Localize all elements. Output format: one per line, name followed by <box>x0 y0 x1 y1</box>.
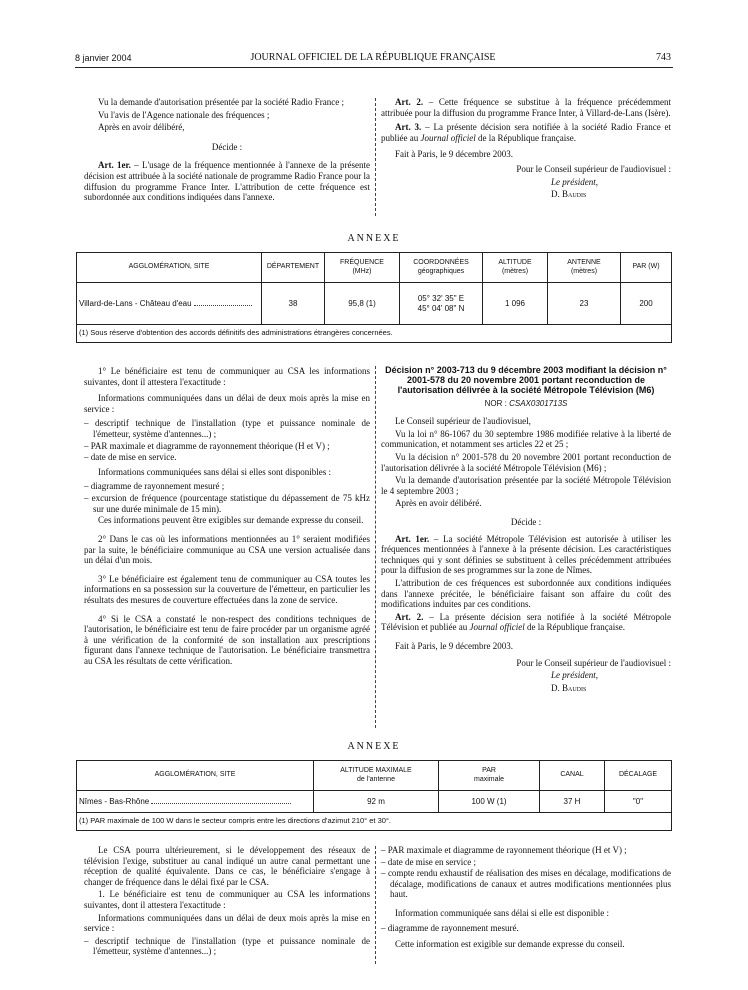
table-cell: 200 <box>621 283 672 325</box>
article-2 <box>381 612 671 633</box>
fait-line: Fait à Paris, le 9 décembre 2003. <box>395 641 513 652</box>
table-header: COORDONNÉES géographiques <box>400 253 483 283</box>
journal-ref: Journal officiel <box>420 132 476 143</box>
article-text: – La présente décision sera notifiée à la société Métropole Télévision et publiée au <box>381 611 671 633</box>
table-header: AGGLOMÉRATION, SITE <box>77 761 314 791</box>
article-label: Art. 2. <box>395 97 424 107</box>
paragraph: 3° Le bénéficiaire est également tenu de communiquer au CSA toutes les informations en sa possession sur la couverture de l'émetteur, en particulier les résultats des mesures de couverture effectuées dans la zone de service. <box>84 573 370 605</box>
table-header: DÉPARTEMENT <box>262 253 325 283</box>
page-header <box>75 52 671 64</box>
table-note: (1) PAR maximale de 100 W dans le secteur compris entre les directions d'azimut 210° et 30°. <box>77 813 672 831</box>
annexe-table-2 <box>76 760 672 831</box>
table-cell: 95,8 (1) <box>325 283 400 325</box>
signature: D. Baudis <box>551 682 587 693</box>
table-cell: 37 H <box>540 791 605 813</box>
header-rule <box>75 67 673 68</box>
article-label: Art. 1er. <box>98 160 131 171</box>
article-text: – L'usage de la fréquence mentionnée à l'annexe de la présente décision est attribuée à la société nationale de programme Radio France pour la diffusion du programme France Inter. L'attribution de cette fréquence est subordonnée aux conditions indiquées dans l'annexe. <box>84 160 370 203</box>
signatory-line: Pour le Conseil supérieur de l'audiovisuel : <box>516 657 671 668</box>
list-item: – descriptif technique de l'installation (type et puissance nominale de l'émetteur, système d'antennes...) ; <box>84 418 370 440</box>
article-text: de la République française. <box>475 132 576 143</box>
list-item: – PAR maximale et diagramme de rayonnement théorique (H et V) ; <box>84 440 330 451</box>
table-cell: 92 m <box>314 791 439 813</box>
table-header: DÉCALAGE <box>605 761 672 791</box>
decision-heading: Décision n° 2003-713 du 9 décembre 2003 modifiant la décision n° 2001-578 du 20 novembre 2001 portant reconduction de l'autorisation délivrée à la société Métropole Télévision (M6) <box>385 365 667 395</box>
journal-ref: Journal officiel <box>469 622 525 633</box>
signatory-line: Pour le Conseil supérieur de l'audiovisuel : <box>516 164 671 175</box>
paragraph: 4° Si le CSA a constaté le non-respect des conditions techniques de l'autorisation, le bénéficiaire est tenu de faire procéder par un organisme agréé à une vérification de la conformité de son installation aux prescriptions figurant dans l'annexe technique de l'autorisation. Le bénéficiaire transmettra au CSA les résultats de cette vérification. <box>84 613 370 667</box>
table-cell <box>77 791 314 813</box>
table-row <box>77 791 672 813</box>
table-header: PAR maximale <box>439 761 540 791</box>
column-divider <box>375 846 376 964</box>
list-item: – descriptif technique de l'installation (type et puissance nominale de l'émetteur, système d'antennes...) ; <box>84 935 370 957</box>
article-1 <box>84 160 370 202</box>
article-label: Art. 2. <box>395 611 424 622</box>
nor-reference <box>381 399 671 408</box>
paragraph: Information communiquée sans délai si elle est disponible : <box>395 908 609 919</box>
top-right-column <box>381 97 671 202</box>
table-note: (1) Sous réserve d'obtention des accords définitifs des administrations étrangères concernées. <box>77 325 672 343</box>
article-1 <box>381 534 671 576</box>
article-text: – La société Métropole Télévision est autorisée à utiliser les fréquences mentionnées à l'annexe à la présente décision. Les caractéristiques techniques qui y sont définies se substituent à celles précédemment attribuées pour la diffusion de ses programmes sur la zone de Nîmes. <box>381 533 671 576</box>
coordinate: 45° 04' 08" N <box>417 303 465 313</box>
table-header: ALTITUDE (mètres) <box>483 253 548 283</box>
info-list <box>84 481 370 514</box>
table-header: AGGLOMÉRATION, SITE <box>77 253 262 283</box>
info-list <box>381 923 671 934</box>
table-cell <box>77 283 262 325</box>
list-item: – compte rendu exhaustif de réalisation des mises en décalage, modifications de décalage, modifications de canaux et autres modifications mentionnées plus haut. <box>381 868 671 900</box>
list-item: – excursion de fréquence (pourcentage statistique du dépassement de 75 kHz sur une durée minimale de 15 min). <box>84 493 370 514</box>
signature: D. Baudis <box>551 189 587 200</box>
article-text: – Cette fréquence se substitue à la fréquence précédemment attribuée pour la diffusion du programme France Inter, à Villard-de-Lans (Isère). <box>381 97 671 118</box>
paragraph: Après en avoir délibéré, <box>98 122 185 133</box>
list-item: – date de mise en service ; <box>381 856 476 867</box>
table-cell: 1 096 <box>483 283 548 325</box>
fait-line: Fait à Paris, le 9 décembre 2003. <box>395 149 513 160</box>
paragraph: L'attribution de ces fréquences est subordonnée aux conditions indiquées dans l'annexe précitée, le bénéficiaire faisant son affaire du coût des modifications induites par ces conditions. <box>381 578 671 610</box>
list-item: – diagramme de rayonnement mesuré. <box>381 922 519 933</box>
mid-left-column <box>84 366 370 669</box>
table-header: PAR (W) <box>621 253 672 283</box>
table-cell <box>400 283 483 325</box>
paragraph: Ces informations peuvent être exigibles sur demande expresse du conseil. <box>98 515 364 526</box>
list-item: – diagramme de rayonnement mesuré ; <box>84 481 225 492</box>
site-name: Nîmes - Bas-Rhône <box>79 796 150 806</box>
annexe-title: ANNEXE <box>347 741 401 752</box>
bottom-right-column <box>381 845 671 952</box>
paragraph: Vu la demande d'autorisation présentée par la société Radio France ; <box>98 97 344 107</box>
list-item: – date de mise en service. <box>84 452 177 463</box>
header-date: 8 janvier 2004 <box>75 53 132 63</box>
table-cell: "0" <box>605 791 672 813</box>
coordinate: 05° 32' 35" E <box>417 294 465 304</box>
table-cell: 38 <box>262 283 325 325</box>
president-title: Le président, <box>551 670 598 681</box>
table-header: ALTITUDE MAXIMALE de l'antenne <box>314 761 439 791</box>
article-text: de la République française. <box>524 622 625 633</box>
paragraph: 1° Le bénéficiaire est tenu de communiquer au CSA les informations suivantes, dont il attestera l'exactitude : <box>84 366 370 387</box>
paragraph: 1. Le bénéficiaire est tenu de communiquer au CSA les informations suivantes, dont il attestera l'exactitude : <box>84 889 370 911</box>
decide-label: Décide : <box>510 516 542 527</box>
article-label: Art. 3. <box>395 122 422 133</box>
paragraph: Informations communiquées sans délai si elles sont disponibles : <box>98 466 331 477</box>
nor-label: NOR : <box>484 398 510 408</box>
paragraph: Le Conseil supérieur de l'audiovisuel, <box>395 416 531 427</box>
decide-label: Décide : <box>211 141 243 152</box>
bottom-left-column <box>84 845 370 958</box>
table-row <box>77 283 672 325</box>
site-name: Villard-de-Lans - Château d'eau <box>79 298 192 308</box>
table-header: CANAL <box>540 761 605 791</box>
column-divider <box>375 366 376 728</box>
annexe-table-1 <box>76 252 672 343</box>
top-left-column <box>84 97 370 205</box>
paragraph: Informations communiquées dans un délai de deux mois après la mise en service : <box>84 393 370 414</box>
info-list <box>381 845 671 900</box>
table-header: FRÉQUENCE (MHz) <box>325 253 400 283</box>
paragraph: Vu la loi n° 86-1067 du 30 septembre 1986 modifiée relative à la liberté de communication, et notamment ses articles 22 et 25 ; <box>381 428 671 450</box>
paragraph: Vu l'avis de l'Agence nationale des fréquences ; <box>98 109 270 120</box>
president-title: Le président, <box>551 176 598 187</box>
table-header: ANTENNE (mètres) <box>548 253 621 283</box>
paragraph: Informations communiquées dans un délai de deux mois après la mise en service : <box>84 912 370 934</box>
nor-code: CSAX0301713S <box>509 398 568 408</box>
paragraph: 2° Dans le cas où les informations mentionnées au 1° seraient modifiées par la suite, le bénéficiaire communique au CSA une version actualisée dans un délai d'un mois. <box>84 533 370 566</box>
paragraph: Après en avoir délibéré. <box>395 498 482 509</box>
article-3 <box>381 122 671 143</box>
info-list <box>84 418 370 462</box>
paragraph: Cette information est exigible sur demande expresse du conseil. <box>395 939 625 950</box>
paragraph: Vu la demande d'autorisation présentée par la société Métropole Télévision le 4 septembre 2003 ; <box>381 475 671 496</box>
journal-title: JOURNAL OFFICIEL DE LA RÉPUBLIQUE FRANÇAISE <box>250 52 496 63</box>
column-divider <box>375 98 376 216</box>
table-cell: 100 W (1) <box>439 791 540 813</box>
list-item: – PAR maximale et diagramme de rayonnement théorique (H et V) ; <box>381 845 627 855</box>
article-label: Art. 1er. <box>395 533 430 544</box>
annexe-title: ANNEXE <box>347 233 401 244</box>
mid-right-column <box>381 366 671 696</box>
paragraph: Le CSA pourra ultérieurement, si le développement des réseaux de télévision l'exige, substituer au canal indiqué un autre canal permettant une réception de qualité équivalente. Dans ce cas, le bénéficiaire s'engage à changer de fréquence dans le délai fixé par le CSA. <box>84 845 370 887</box>
article-2 <box>381 97 671 118</box>
page-number: 743 <box>656 52 671 63</box>
info-list <box>84 936 370 957</box>
article-text: – La présente décision sera notifiée à la société Radio France et publiée au <box>381 122 671 143</box>
paragraph: Vu la décision n° 2001-578 du 20 novembre 2001 portant reconduction de l'autorisation délivrée à la société Métropole Télévision (M6) ; <box>381 451 671 473</box>
table-cell: 23 <box>548 283 621 325</box>
